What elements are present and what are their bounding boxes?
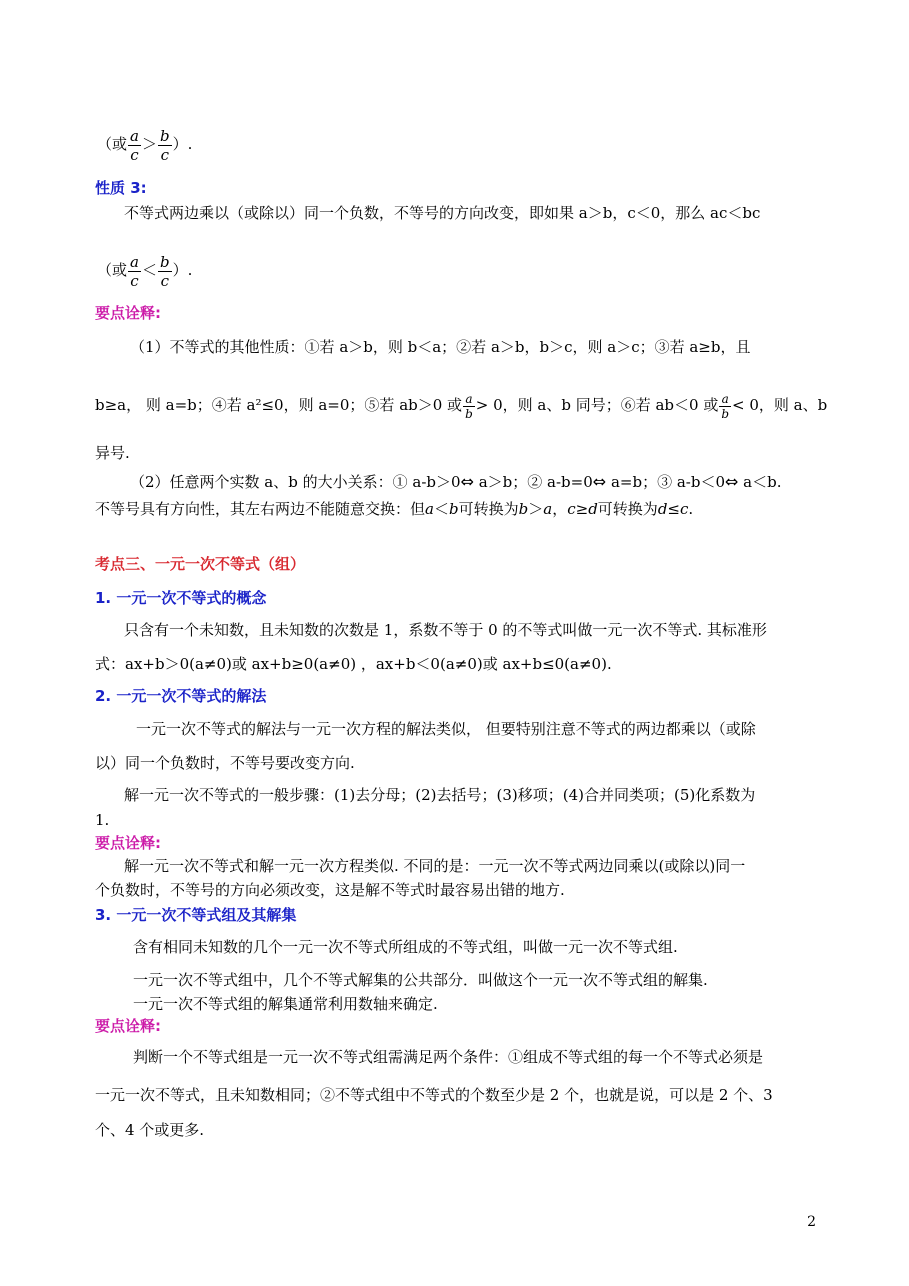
note-1-line-2: b≥a， 则 a=b；④若 a²≤0，则 a=0；⑤若 ab＞0 或 $\frac{a}{b}$ > 0，则 a、b 同号；⑥若 ab＜0 或 $\frac{a}{b}$ < 0，则 a、b — [95, 391, 828, 421]
para-6-line-1: 判断一个不等式组是一元一次不等式组需满足两个条件：①组成不等式组的每一个不等式必须是 — [133, 1048, 764, 1066]
property-3-heading: 性质 3: — [95, 179, 147, 197]
text: ）. — [172, 135, 193, 153]
property-3-text: 不等式两边乘以（或除以）同一个负数，不等号的方向改变，即如果 a＞b，c＜0，那么 ac＜bc — [124, 204, 761, 222]
iff-arrow-icon: ⇔ — [725, 472, 739, 491]
para-1-line-1: 只含有一个未知数，且未知数的次数是 1，系数不等于 0 的不等式叫做一元一次不等式. 其标准形 — [124, 621, 767, 639]
fraction: $\frac{a}{c}$ — [130, 252, 139, 290]
key-note-heading: 要点诠释: — [95, 304, 161, 322]
para-5-line-3: 一元一次不等式组的解集通常利用数轴来确定. — [133, 995, 438, 1013]
note-2-line-1: （2）任意两个实数 a、b 的大小关系：① a-b＞0⇔ a＞b；② a-b=0⇔ a=b；③ a-b＜0⇔ a＜b. — [130, 472, 782, 491]
section-3-heading: 考点三、一元一次不等式（组） — [95, 555, 306, 573]
key-note-heading: 要点诠释: — [95, 834, 161, 852]
text: ）. — [172, 261, 193, 279]
note-2-line-2: 不等号具有方向性，其左右两边不能随意交换：但a＜b可转换为b＞a，c≥d可转换为d≤c. — [95, 500, 694, 518]
para-4-line-1: 解一元一次不等式和解一元一次方程类似. 不同的是：一元一次不等式两边同乘以(或除以)同一 — [124, 857, 746, 875]
para-3-line-2: 1. — [95, 811, 110, 829]
para-4-line-2: 个负数时，不等号的方向必须改变，这是解不等式时最容易出错的地方. — [95, 881, 565, 899]
para-5-line-2: 一元一次不等式组中，几个不等式解集的公共部分．叫做这个一元一次不等式组的解集. — [133, 971, 708, 989]
note-1-line-3: 异号. — [95, 444, 130, 462]
iff-arrow-icon: ⇔ — [592, 472, 607, 491]
heading-3: 3. 一元一次不等式组及其解集 — [95, 906, 297, 924]
text: ＞ — [141, 135, 157, 153]
para-3-line-1: 解一元一次不等式的一般步骤：(1)去分母；(2)去括号；(3)移项；(4)合并同类项；(5)化系数为 — [124, 786, 756, 804]
fraction: $\frac{a}{b}$ — [721, 391, 730, 421]
para-2-line-1: 一元一次不等式的解法与一元一次方程的解法类似， 但要特别注意不等式的两边都乘以（或除 — [136, 720, 756, 738]
text: （或 — [97, 261, 128, 279]
heading-2: 2. 一元一次不等式的解法 — [95, 687, 267, 705]
note-1-line-1: （1）不等式的其他性质：①若 a＞b，则 b＜a；②若 a＞b，b＞c，则 a＞c；③若 a≥b，且 — [130, 338, 751, 356]
para-6-line-2: 一元一次不等式，且未知数相同；②不等式组中不等式的个数至少是 2 个，也就是说，可以是 2 个、3 — [95, 1086, 773, 1104]
para-6-line-3: 个、4 个或更多. — [95, 1121, 205, 1139]
page-number: 2 — [807, 1214, 816, 1230]
fraction: $\frac{b}{c}$ — [159, 252, 170, 290]
formula-line-1 — [97, 124, 192, 164]
key-note-heading: 要点诠释: — [95, 1017, 161, 1035]
heading-1: 1. 一元一次不等式的概念 — [95, 589, 267, 607]
para-2-line-2: 以）同一个负数时，不等号要改变方向. — [95, 754, 355, 772]
para-1-line-2: 式：ax+b＞0(a≠0)或 ax+b≥0(a≠0) ，ax+b＜0(a≠0)或 ax+b≤0(a≠0). — [95, 655, 612, 673]
text: ＜ — [141, 261, 157, 279]
text: （或 — [97, 135, 128, 153]
fraction: $\frac{a}{c}$ — [130, 126, 139, 164]
fraction: $\frac{a}{b}$ — [465, 391, 473, 421]
para-5-line-1: 含有相同未知数的几个一元一次不等式所组成的不等式组，叫做一元一次不等式组. — [133, 938, 678, 956]
fraction: $\frac{b}{c}$ — [159, 126, 170, 164]
formula-line-2 — [97, 250, 192, 290]
iff-arrow-icon: ⇔ — [460, 472, 474, 491]
